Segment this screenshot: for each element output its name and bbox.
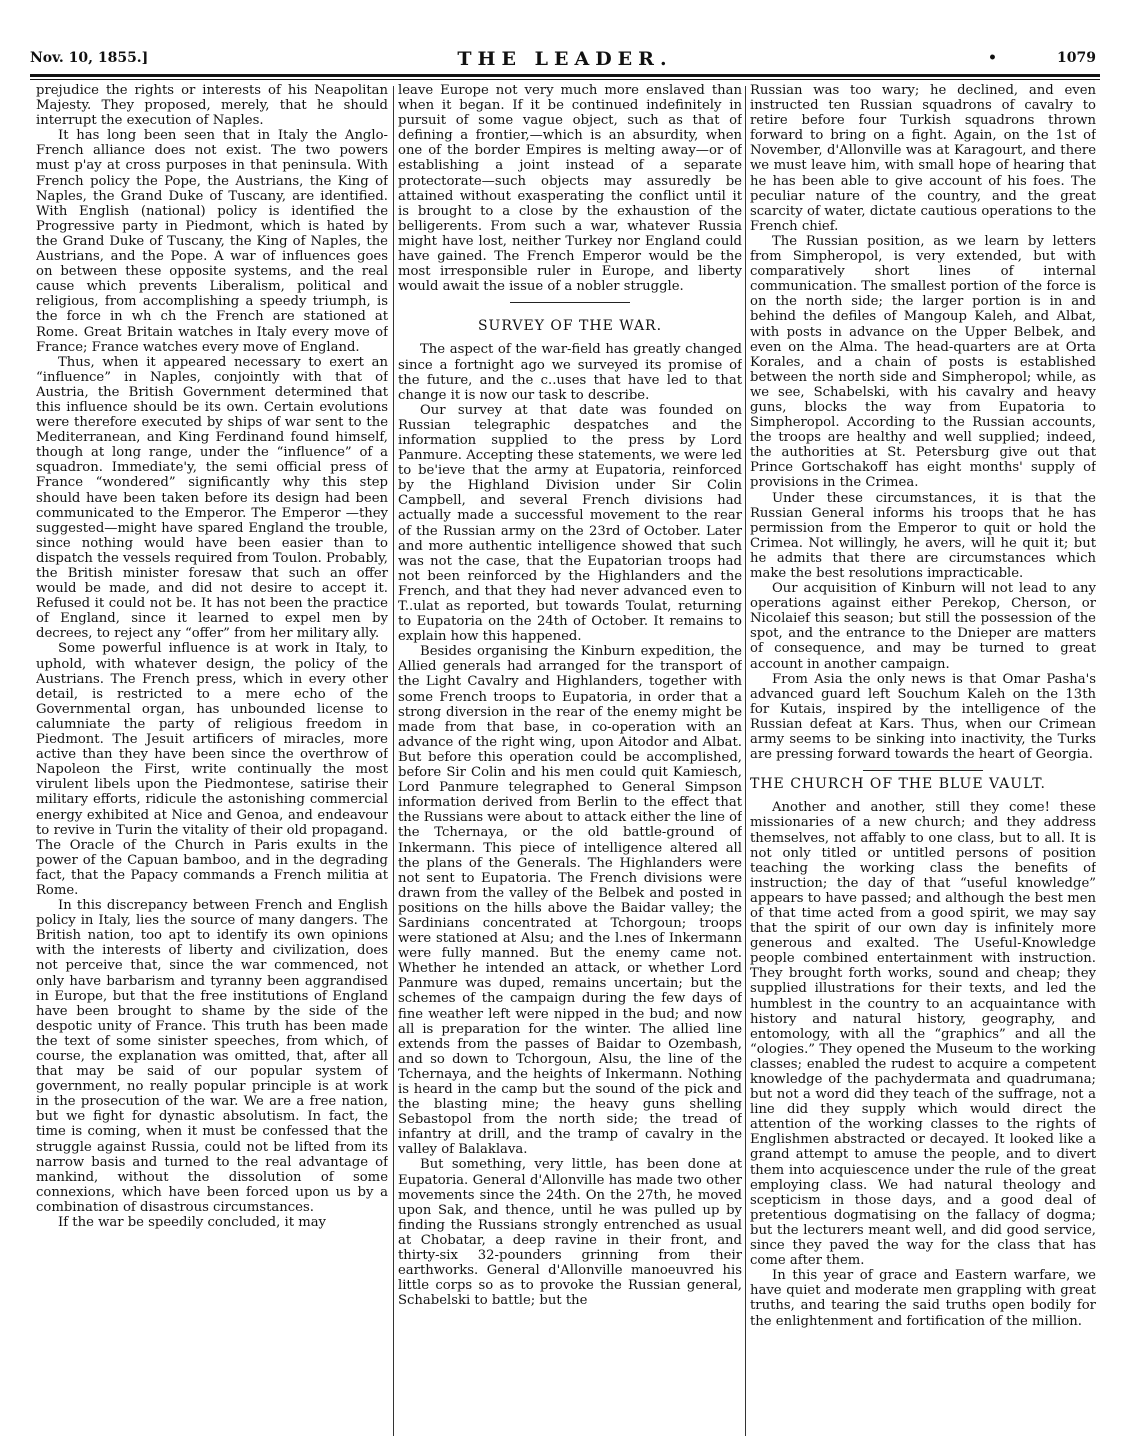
header-rule	[30, 74, 1100, 77]
column-1	[36, 83, 388, 1438]
paragraph: Another and another, still they come! these missionaries of a new church; and they address themselves, not affably to one class, but to all. It is not only titled or untitled persons of position teaching the working class the benefits of instruction; the day of that “useful knowledge” appears to have passed; and although the best men of that time acted from a good spirit, we may say that the spirit of our own day is infinitely more generous and exalted. The Useful-Knowledge people combined entertainment with instruction. They brought forth works, sound and cheap; they supplied illustrations for their texts, and led the humblest in the country to an acquaintance with history and natural history, geography, and entomology, with all the “graphics” and all the “ologies.” They opened the Museum to the working classes; enabled the rudest to acquire a competent knowledge of the pachydermata and quadrumana; but not a word did they teach of the suffrage, not a line did they supply which would direct the attention of the working classes to the rights of Englishmen abstracted or decayed. It looked like a grand attempt to amuse the people, and to divert them into acquiescence under the rule of the great employing class. We had natural theology and scepticism in those days, and a good deal of pretentious dogmatising on the fallacy of dogma; but the lecturers meant well, and did good service, since they paved the way for the class that has come after them.	[750, 800, 1096, 1269]
paragraph: Russian was too wary; he declined, and even instructed ten Russian squadrons of cavalry to retire before four Turkish squadrons thrown forward to bring on a fight. Again, on the 1st of November, d'Allonville was at Karagourt, and there we must leave him, with small hope of hearing that he has been able to give account of his foes. The peculiar nature of the country, and the great scarcity of water, dictate cautious operations to the French chief.	[750, 83, 1096, 234]
header-mark: •	[988, 50, 997, 66]
issue-date: Nov. 10, 1855.]	[30, 50, 149, 66]
column-divider	[393, 86, 394, 1436]
paragraph: Thus, when it appeared necessary to exert an “influence” in Naples, conjointly with that of Austria, the British Government determined that this influence should be its own. Certain evolutions were therefore executed by ships of war sent to the Mediterranean, and King Ferdinand found himself, though at long range, under the “influence” of a squadron. Immediate'y, the semi official press of France “wondered” significantly why this step should have been taken before its design had been communicated to the Emperor. The Emperor —they suggested—might have spared England the trouble, since nothing would have been easier than to dispatch the vessels required from Toulon. Probably, the British minister foresaw that such an offer would be made, and did not desire to accept it. Refused it could not be. It has not been the practice of England, since it learned to expel men by decrees, to reject any “offer” from her military ally.	[36, 354, 388, 642]
masthead-title: THE LEADER.	[457, 48, 673, 70]
section-heading-church: THE CHURCH OF THE BLUE VAULT.	[750, 776, 1046, 793]
paragraph: Our survey at that date was founded on Russian telegraphic despatches and the information supplied to the press by Lord Panmure. Accepting these statements, we were led to be'ieve that the army at Eupatoria, reinforced by the Highland Division under Sir Colin Campbell, and several French divisions had actually made a successful movement to the rear of the Russian army on the 23rd of October. Later and more authentic intelligence showed that such was not the case, that the Eupatorian troops had not been reinforced by the Highlanders and the French, and that they had never advanced even to T..ulat as reported, but towards Toulat, returning to Eupatoria on the 24th of October. It remains to explain how this happened.	[398, 402, 742, 645]
page-header	[30, 50, 1100, 72]
column-divider	[745, 86, 746, 1436]
section-rule	[510, 302, 630, 303]
page-number: 1079	[1057, 50, 1096, 66]
section-heading-survey: SURVEY OF THE WAR.	[477, 318, 663, 335]
paragraph: Some powerful influence is at work in Italy, to uphold, with whatever design, the policy of the Austrians. The French press, which in every other detail, is restricted to a mere echo of the Governmental organ, has unbounded license to calumniate the party of religious freedom in Piedmont. The Jesuit artificers of miracles, more active than they have been since the overthrow of Napoleon the First, write continually the most virulent libels upon the Piedmontese, satirise their military efforts, ridicule the astonishing commercial energy exhibited at Nice and Genoa, and endeavour to revive in Turin the vitality of their old propagand. The Oracle of the Church in Paris exults in the power of the Capuan bamboo, and in the degrading fact, that the Papacy commands a French militia at Rome.	[36, 641, 388, 898]
paragraph: Besides organising the Kinburn expedition, the Allied generals had arranged for the transport of the Light Cavalry and Highlanders, together with some French troops to Eupatoria, in order that a strong diversion in the rear of the enemy might be made from that base, in co-operation with an advance of the right wing, upon Aitodor and Albat. But before this operation could be accomplished, before Sir Colin and his men could quit Kamiesch, Lord Panmure telegraphed to General Simpson information derived from Berlin to the effect that the Russians were about to attack either the line of the Tchernaya, or the old battle-ground of Inkermann. This piece of intelligence altered all the plans of the Generals. The Highlanders were not sent to Eupatoria. The French divisions were drawn from the valley of the Belbek and posted in positions on the hills above the Baidar valley; the Sardinians concentrated at Tchorgoun; troops were stationed at Alsu; and the l.nes of Inkermann were fully manned. But the enemy came not. Whether he intended an attack, or whether Lord Panmure was duped, remains uncertain; but the schemes of the campaign during the few days of fine weather left were nipped in the bud; and now all is preparation for the winter. The allied line extends from the passes of Baidar to Ozembash, and so down to Tchorgoun, Alsu, the line of the Tchernaya, and the heights of Inkermann. Nothing is heard in the camp but the sound of the pick and the blasting mine; the heavy guns shelling Sebastopol from the north side; the tread of infantry at drill, and the tramp of cavalry in the valley of Balaklava.	[398, 644, 742, 1158]
paragraph: In this year of grace and Eastern warfare, we have quiet and moderate men grappling with great truths, and tearing the said truths open bodily for the enlightenment and fortification of the million.	[750, 1268, 1096, 1329]
section-rule	[863, 770, 983, 771]
paragraph: Under these circumstances, it is that the Russian General informs his troops that he has permission from the Emperor to quit or hold the Crimea. Not willingly, he avers, will he quit it; but he admits that there are circumstances which make the best resolutions impracticable.	[750, 490, 1096, 581]
paragraph: But something, very little, has been done at Eupatoria. General d'Allonville has made two other movements since the 24th. On the 27th, he moved upon Sak, and thence, until he was pulled up by finding the Russians strongly entrenched as usual at Chobatar, a deep ravine in their front, and thirty-six 32-pounders grinning from their earthworks. General d'Allonville manoeuvred his little corps so as to provoke the Russian general, Schabelski to battle; but the	[398, 1157, 742, 1309]
column-2	[398, 83, 742, 1438]
paragraph: Our acquisition of Kinburn will not lead to any operations against either Perekop, Cherson, or Nicolaief this season; but still the possession of the spot, and the entrance to the Dnieper are matters of consequence, and may be turned to great account in another campaign.	[750, 581, 1096, 672]
paragraph: The aspect of the war-field has greatly changed since a fortnight ago we surveyed its promise of the future, and the c..uses that have led to that change it is now our task to describe.	[398, 342, 742, 403]
paragraph: It has long been seen that in Italy the Anglo-French alliance does not exist. The two powers must p'ay at cross purposes in that peninsula. With French policy the Pope, the Austrians, the King of Naples, the Grand Duke of Tuscany, are identified. With English (national) policy is identified the Progressive party in Piedmont, which is hated by the Grand Duke of Tuscany, the King of Naples, the Austrians, and the Pope. A war of influences goes on between these opposite systems, and the real cause which prevents Liberalism, political and religious, from accomplishing a speedy triumph, is the force in wh ch the French are stationed at Rome. Great Britain watches in Italy every move of France; France watches every move of England.	[36, 128, 388, 355]
paragraph: In this discrepancy between French and English policy in Italy, lies the source of many dangers. The British nation, too apt to identify its own opinions with the interests of liberty and civilization, does not perceive that, since the war commenced, not only have barbarism and tyranny been aggrandised in Europe, but that the free institutions of England have been brought to shame by the side of the despotic unity of France. This truth has been made the text of some sinister speeches, from which, of course, the explanation was omitted, that, after all that may be said of our popular system of government, no really popular principle is at work in the prosecution of the war. We are a free nation, but we fight for dynastic absolutism. In fact, the time is coming, when it must be confessed that the struggle against Russia, could not be lifted from its narrow basis and turned to the real advantage of mankind, without the dissolution of some connexions, which have been forced upon us by a combination of disastrous circumstances.	[36, 898, 388, 1215]
paragraph: From Asia the only news is that Omar Pasha's advanced guard left Souchum Kaleh on the 13th for Kutais, inspired by the intelligence of the Russian defeat at Kars. Thus, when our Crimean army seems to be sinking into inactivity, the Turks are pressing forward towards the heart of Georgia.	[750, 671, 1096, 763]
column-3	[750, 83, 1096, 1438]
paragraph: prejudice the rights or interests of his Neapolitan Majesty. They proposed, merely, that he should interrupt the execution of Naples.	[36, 83, 388, 129]
paragraph: leave Europe not very much more enslaved than when it began. If it be continued indefinitely in pursuit of some vague object, such as that of defining a frontier,—which is an absurdity, when one of the border Empires is melting away—or of establishing a joint instead of a separate protectorate—such objects may assuredly be attained without exasperating the conflict until it is brought to a close by the exhaustion of the belligerents. From such a war, whatever Russia might have lost, neither Turkey nor England could have gained. The French Emperor would be the most irresponsible ruler in Europe, and liberty would await the issue of a nobler struggle.	[398, 83, 742, 295]
paragraph: The Russian position, as we learn by letters from Simpheropol, is very extended, but with comparatively short lines of internal communication. The smallest portion of the force is on the north side; the larger portion is in and behind the defiles of Mangoup Kaleh, and Albat, with posts in advance on the Upper Belbek, and even on the Alma. The head-quarters are at Orta Korales, and a chain of posts is established between the north side and Simpheropol; while, as we see, Schabelski, with his cavalry and heavy guns, blocks the way from Eupatoria to Simpheropol. According to the Russian accounts, the troops are healthy and well supplied; indeed, the authorities at St. Petersburg give out that Prince Gortschakoff has eight months' supply of provisions in the Crimea.	[750, 233, 1096, 491]
paragraph: If the war be speedily concluded, it may	[58, 1215, 327, 1231]
header-rule-thin	[30, 79, 1100, 80]
